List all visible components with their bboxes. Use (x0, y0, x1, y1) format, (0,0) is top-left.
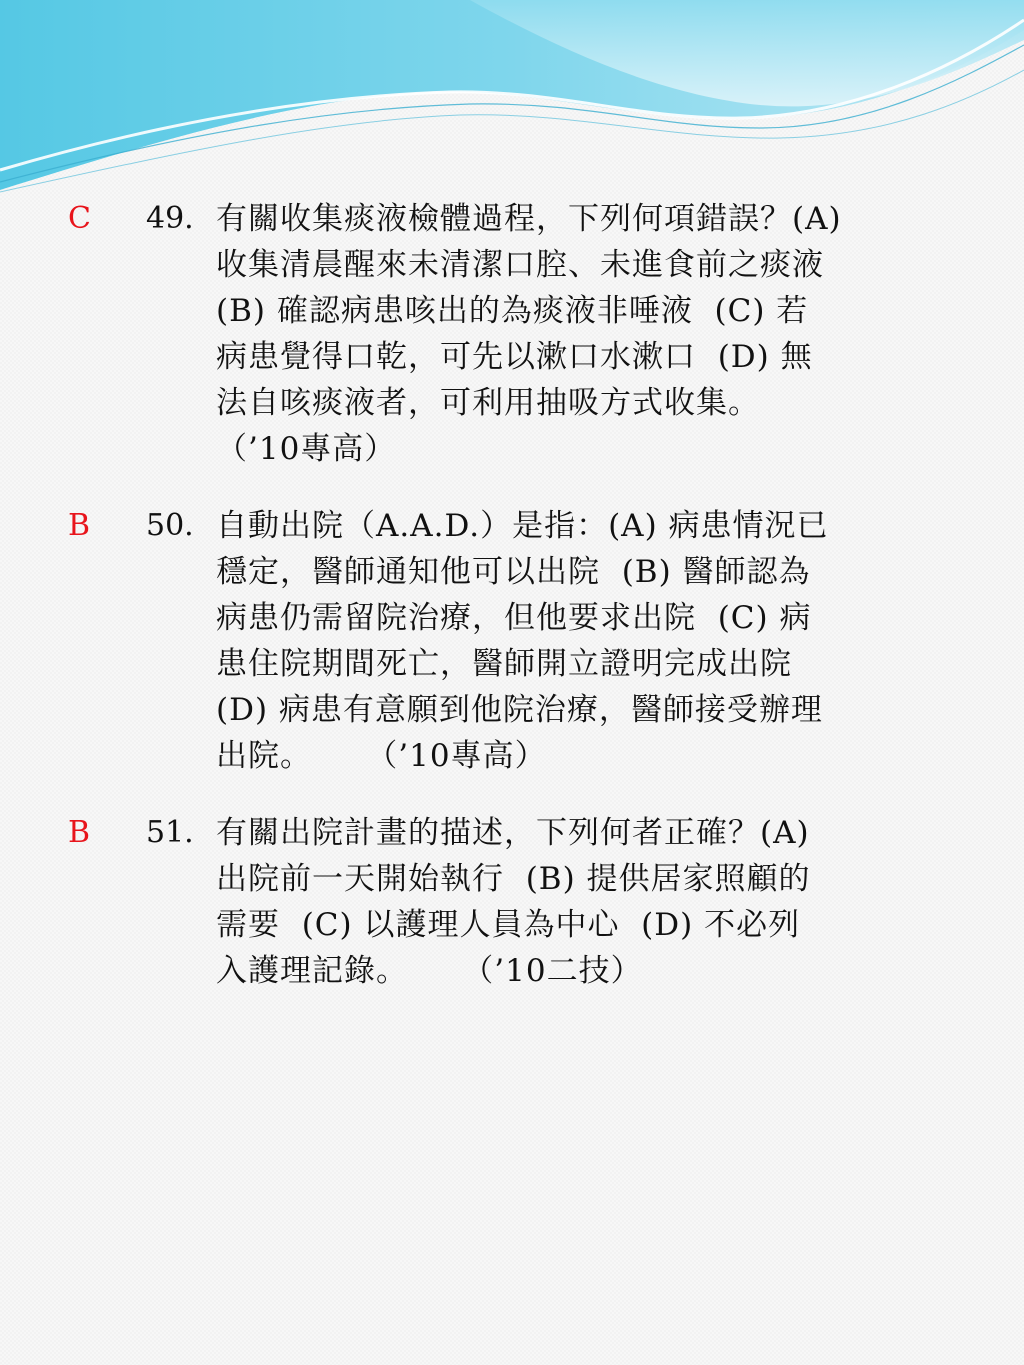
question-text-line: 穩定，醫師通知他可以出院 (B) 醫師認為 (216, 554, 811, 590)
answer-key: C (68, 201, 91, 236)
question-text-line: 有關收集痰液檢體過程，下列何項錯誤？(A) (216, 201, 842, 237)
question-text-line: 病患覺得口乾，可先以漱口水漱口 (D) 無 (216, 339, 813, 375)
question-text-line: 法自咳痰液者，可利用抽吸方式收集。 (216, 385, 760, 421)
answer-key: B (68, 508, 91, 543)
question-text-line: 出院。 （’10專高） (216, 738, 547, 774)
question-text-line: 有關出院計畫的描述，下列何者正確？(A) (216, 815, 810, 851)
question-text-line: 需要 (C) 以護理人員為中心 (D) 不必列 (216, 907, 801, 943)
header-wave-decoration (0, 0, 1024, 200)
answer-key: B (68, 815, 91, 850)
question-number: 51. (146, 815, 194, 850)
question-text-line: (B) 確認病患咳出的為痰液非唾液 (C) 若 (216, 293, 809, 329)
question-text-line: (D) 病患有意願到他院治療，醫師接受辦理 (216, 692, 823, 728)
question-text-line: 出院前一天開始執行 (B) 提供居家照顧的 (216, 861, 811, 897)
question-number: 50. (146, 508, 194, 543)
question-number: 49. (146, 201, 194, 236)
question-text-line: 病患仍需留院治療，但他要求出院 (C) 病 (216, 600, 812, 636)
question-text-line: 患住院期間死亡，醫師開立證明完成出院 (216, 646, 792, 682)
question-text-line: 入護理記錄。 （’10二技） (216, 953, 643, 989)
question-text-line: 自動出院（A.A.D.）是指：(A) 病患情況已 (216, 508, 829, 544)
question-source: （’10專高） (216, 431, 397, 467)
question-text-line: 收集清晨醒來未清潔口腔、未進食前之痰液 (216, 247, 824, 283)
